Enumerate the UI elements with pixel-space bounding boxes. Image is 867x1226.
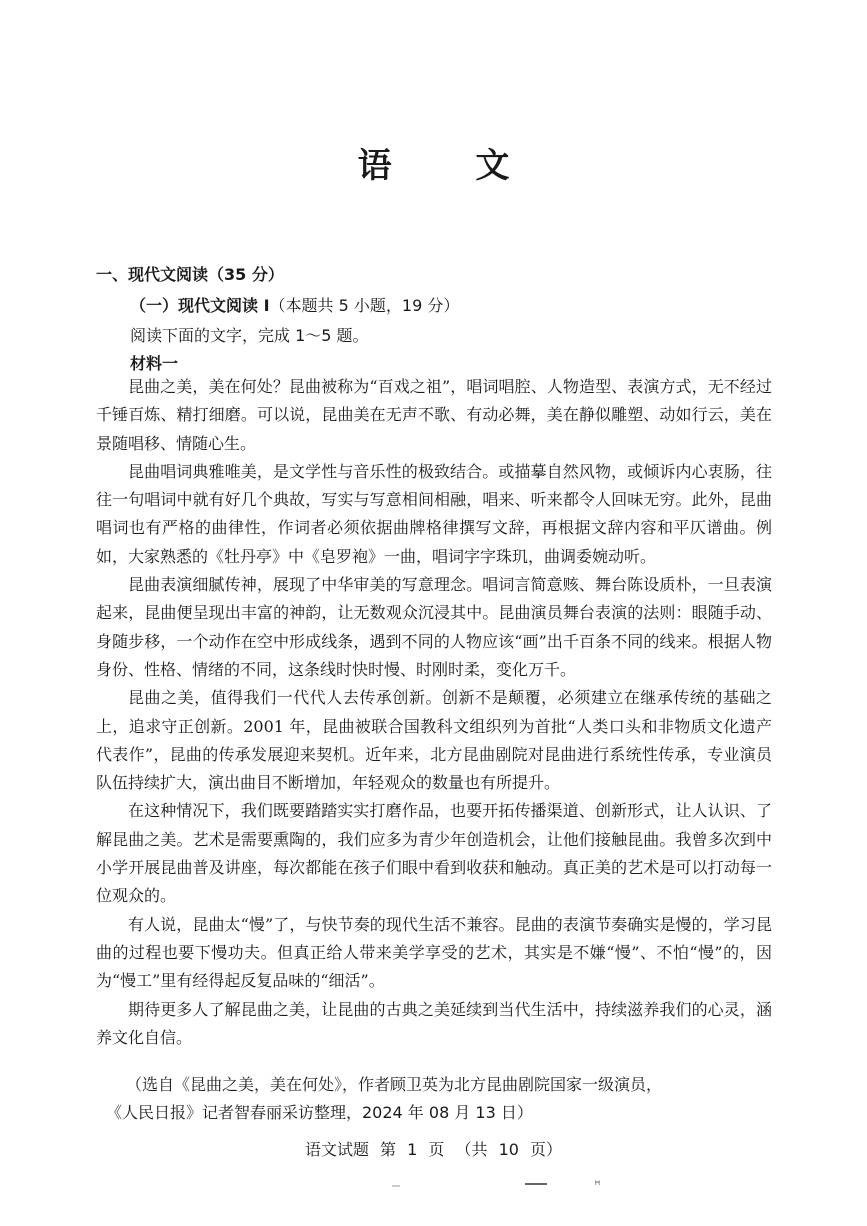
paragraph: 在这种情况下，我们既要踏踏实实打磨作品，也要开拓传播渠道、创新形式，让人认识、了解昆曲之美。艺术是需要熏陶的，我们应多为青少年创造机会，让他们接触昆曲。我曾多次到中小学开展昆曲普及讲座，每次都能在孩子们眼中看到收获和触动。真正美的艺术是可以打动每一位观众的。 — [96, 801, 772, 906]
page-footer: 语文试题 第 1 页 （共 10 页） — [304, 1140, 563, 1159]
paragraph: 期待更多人了解昆曲之美，让昆曲的古典之美延续到当代生活中，持续滋养我们的心灵，涵养文化自信。 — [96, 999, 772, 1047]
source-line-1: （选自《昆曲之美，美在何处》，作者顾卫英为北方昆曲剧院国家一级演员， — [126, 1075, 663, 1094]
source-citation — [96, 1071, 786, 1127]
subsection-label: （一）现代文阅读 I — [130, 296, 270, 315]
article-body — [96, 373, 772, 1052]
reading-instruction: 阅读下面的文字，完成 1～5 题。 — [130, 326, 369, 345]
paragraph: 有人说，昆曲太“慢”了，与快节奏的现代生活不兼容。昆曲的表演节奏确实是慢的，学习昆曲的过程也要下慢功夫。但真正给人带来美学享受的艺术，其实是不嫌“慢”、不怕“慢”的，因为“慢工”里有经得起反复品味的“细活”。 — [96, 914, 772, 991]
scan-artifact: ꟸ — [594, 1178, 601, 1192]
paragraph: 昆曲之美，值得我们一代代人去传承创新。创新不是颠覆，必须建立在继承传统的基础之上，追求守正创新。2001 年，昆曲被联合国教科文组织列为首批“人类口头和非物质文化遗产代表作”，昆曲的传承发展迎来契机。近年来，北方昆曲剧院对昆曲进行系统性传承，专业演员队伍持续扩大，演出曲目不断增加，年轻观众的数量也有所提升。 — [96, 688, 772, 793]
scan-artifact — [525, 1183, 547, 1185]
material-label: 材料一 — [130, 354, 179, 373]
page-title: 语 文 — [357, 146, 546, 186]
scan-artifact — [392, 1185, 400, 1187]
source-line-2: 《人民日报》记者智春丽采访整理，2024 年 08 月 13 日） — [106, 1103, 533, 1122]
section-heading: 一、现代文阅读（35 分） — [96, 265, 284, 284]
subsection-detail: （本题共 5 小题，19 分） — [269, 296, 460, 315]
paragraph: 昆曲表演细腻传神，展现了中华审美的写意理念。唱词言简意赅、舞台陈设质朴，一旦表演起来，昆曲便呈现出丰富的神韵，让无数观众沉浸其中。昆曲演员舞台表演的法则：眼随手动、身随步移，一个动作在空中形成线条，遇到不同的人物应该“画”出千百条不同的线来。根据人物身份、性格、情绪的不同，这条线时快时慢、时刚时柔，变化万千。 — [96, 575, 772, 679]
paragraph: 昆曲唱词典雅唯美，是文学性与音乐性的极致结合。或描摹自然风物，或倾诉内心衷肠，往往一句唱词中就有好几个典故，写实与写意相间相融，唱来、听来都令人回味无穷。此外，昆曲唱词也有严格的曲律性，作词者必须依据曲牌格律撰写文辞，再根据文辞内容和平仄谱曲。例如，大家熟悉的《牡丹亭》中《皂罗袍》一曲，唱词字字珠玑，曲调委婉动听。 — [96, 461, 772, 566]
paragraph: 昆曲之美，美在何处？昆曲被称为“百戏之祖”，唱词唱腔、人物造型、表演方式，无不经过千锤百炼、精打细磨。可以说，昆曲美在无声不歌、有动必舞，美在静似雕塑、动如行云，美在景随唱移、情随心生。 — [96, 377, 772, 453]
subsection-heading — [130, 293, 459, 316]
